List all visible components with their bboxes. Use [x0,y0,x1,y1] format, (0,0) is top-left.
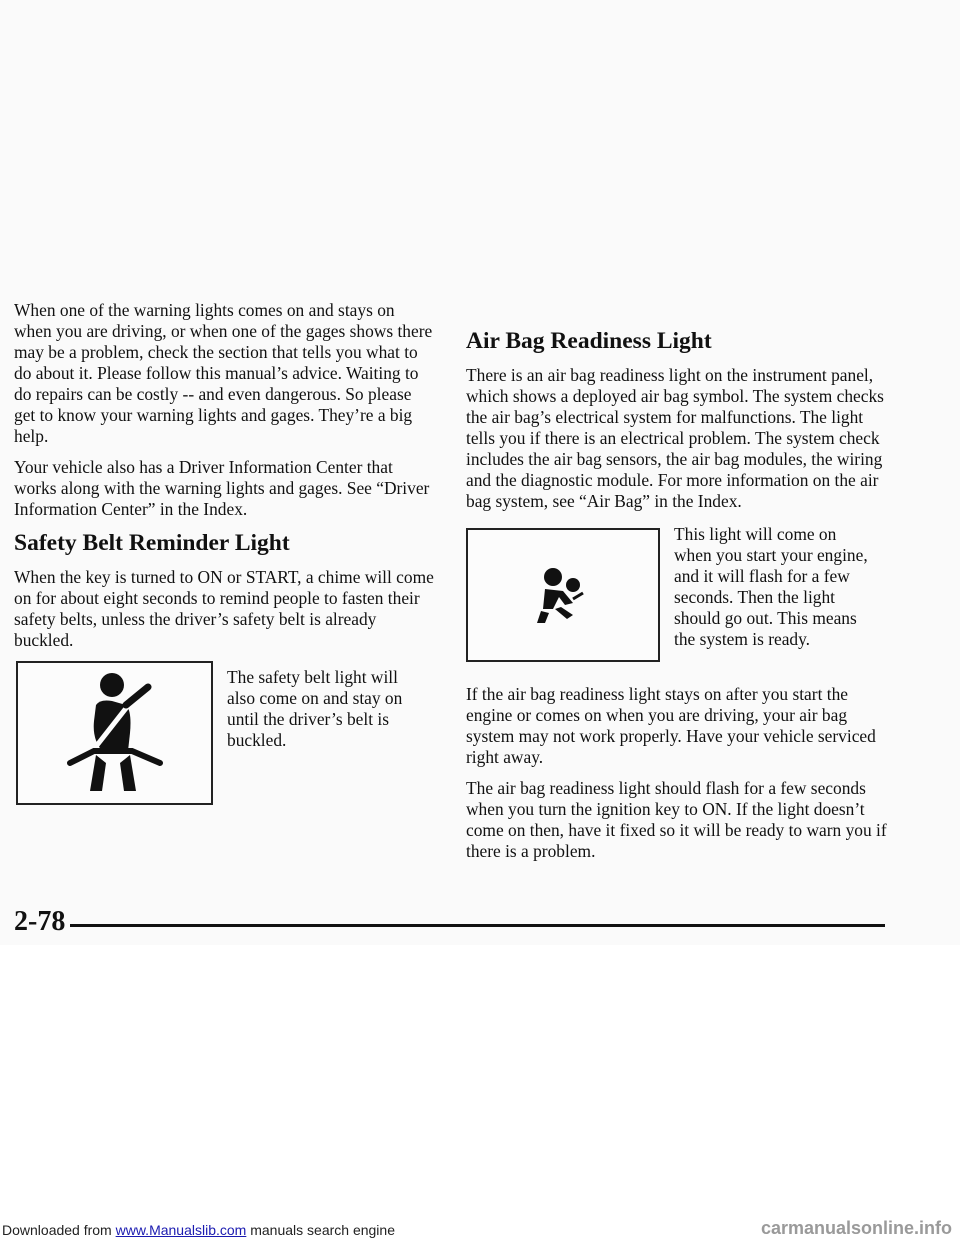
page-number: 2-78 [14,906,66,937]
right-column [466,300,896,872]
safety-belt-icon [60,671,170,796]
banner-suffix: manuals search engine [246,1222,395,1238]
airbag-icon-frame [466,528,660,662]
dic-paragraph: Your vehicle also has a Driver Information Center that works along with the warning lights and gages. See “Driver Information Center” in the Index. [14,457,430,519]
airbag-icon [533,565,593,625]
safety-belt-caption: The safety belt light will also come on and stay on until the driver’s belt is buckled. [227,667,403,750]
safety-belt-paragraph: When the key is turned to ON or START, a chime will come on for about eight seconds to remind people to fasten their safety belts, unless the driver’s safety belt is already buckled. [14,567,434,650]
watermark-text: carmanualsonline.info [760,1218,952,1238]
banner-prefix: Downloaded from [2,1222,116,1238]
airbag-figure [466,522,896,662]
airbag-warning-paragraph: If the air bag readiness light stays on after you start the engine or comes on when you are driving, your air bag system may not work properly. Have your vehicle serviced right away. [466,684,876,767]
left-column [14,300,434,819]
safety-belt-heading: Safety Belt Reminder Light [14,530,290,556]
footer-rule [70,924,885,927]
airbag-paragraph: There is an air bag readiness light on the instrument panel, which shows a deployed air bag symbol. The system checks the air bag’s electrical system for malfunctions. The light tells you if there is an electrical problem. The system check includes the air bag sensors, the air bag modules, the wiring and the diagnostic module. For more information on the air bag system, see “Air Bag” in the Index. [466,365,884,511]
manualslib-link[interactable]: www.Manualslib.com [115,1222,247,1238]
safety-belt-icon-frame [16,661,213,805]
airbag-flash-paragraph: The air bag readiness light should flash for a few seconds when you turn the ignition key to ON. If the light doesn’t come on then, have it fixed so it will be ready to warn you if there is a problem. [466,778,887,861]
download-banner [2,1222,395,1238]
airbag-heading: Air Bag Readiness Light [466,328,712,354]
airbag-caption: This light will come on when you start your engine, and it will flash for a few seconds. Then the light should go out. This means the system is ready. [674,524,868,649]
intro-paragraph: When one of the warning lights comes on and stays on when you are driving, or when one of the gages shows there may be a problem, check the section that tells you what to do about it. Please follow this manual’s advice. Waiting to do repairs can be costly -- and even dangerous. So please get to know your warning lights and gages. They’re a big help. [14,300,433,446]
safety-belt-figure [14,661,434,805]
